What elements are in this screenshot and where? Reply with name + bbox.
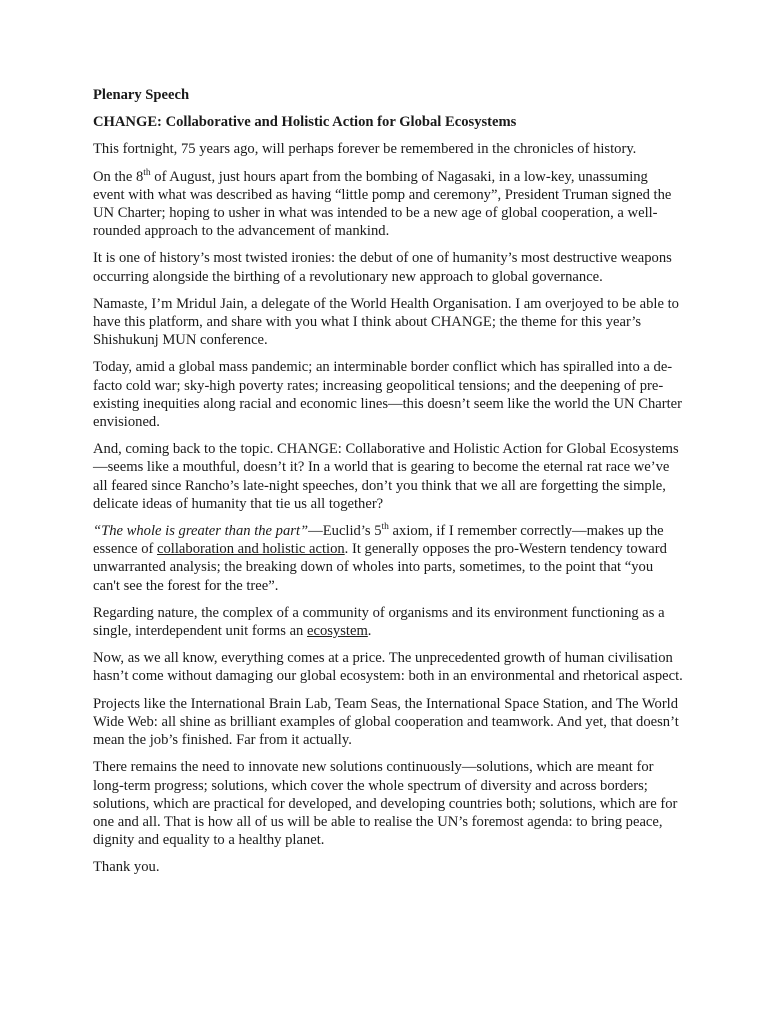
paragraph-8 (93, 604, 683, 640)
paragraph-9: Now, as we all know, everything comes at a price. The unprecedented growth of human civilisation hasn’t come without damaging our global ecosystem: both in an environmental and rhetorical aspect. (93, 650, 683, 685)
paragraph-7-after-quote: —Euclid’s 5 (308, 523, 382, 540)
ordinal-suffix: th (381, 522, 389, 533)
paragraph-2-start: On the 8 (93, 168, 144, 185)
paragraph-10: Projects like the International Brain Lab, Team Seas, the International Space Station, and The World Wide Web: all shine as brilliant examples of global cooperation and teamwork. And yet, that doesn’t mean the job’s finished. Far from it actually. (93, 695, 679, 749)
document-heading: Plenary Speech (93, 87, 190, 103)
paragraph-2-rest: of August, just hours apart from the bombing of Nagasaki, in a low-key, unassuming event with what was described as having “little pomp and ceremony”, President Truman signed the UN Charter; hoping to usher in what was intended to be a new age of global cooperation, a well-rounded approach to the advancement of mankind. (93, 168, 672, 240)
euclid-quote: “The whole is greater than the part” (93, 523, 309, 540)
paragraph-2 (93, 168, 683, 241)
paragraph-6: And, coming back to the topic. CHANGE: Collaborative and Holistic Action for Global Ecosystems—seems like a mouthful, doesn’t it? In a world that is gearing to become the eternal rat race we’ve all feared since Rancho’s late-night speeches, don’t you think that we all are forgetting the simple, delicate ideas of humanity that tie us all together? (93, 441, 679, 512)
underlined-phrase: collaboration and holistic action (157, 541, 345, 558)
paragraph-8-end: . (367, 623, 372, 640)
paragraph-7-mid: axiom, if I remember correctly—makes up the essence of (93, 523, 664, 558)
paragraph-1: This fortnight, 75 years ago, will perhaps forever be remembered in the chronicles of history. (93, 141, 637, 158)
paragraph-5: Today, amid a global mass pandemic; an interminable border conflict which has spiralled into a de-facto cold war; sky-high poverty rates; increasing geopolitical tensions; and the deepening of pre-existing inequities along racial and economic lines—this doesn’t seem like the world the UN Charter envisioned. (93, 359, 683, 431)
closing-line: Thank you. (93, 859, 160, 876)
paragraph-3: It is one of history’s most twisted ironies: the debut of one of humanity’s most destructive weapons occurring alongside the birthing of a revolutionary new approach to global governance. (93, 250, 672, 285)
paragraph-7-rest: . It generally opposes the pro-Western tendency toward unwarranted analysis; the breaking down of wholes into parts, sometimes, to the point that “you can't see the forest for the tree”. (93, 541, 667, 594)
underlined-term: ecosystem (307, 623, 368, 640)
paragraph-8-start: Regarding nature, the complex of a community of organisms and its environment functioning as a single, interdependent unit forms an (93, 604, 665, 640)
ordinal-suffix: th (143, 167, 151, 178)
document-title: CHANGE: Collaborative and Holistic Action for Global Ecosystems (93, 114, 517, 131)
paragraph-4: Namaste, I’m Mridul Jain, a delegate of the World Health Organisation. I am overjoyed to be able to have this platform, and share with you what I think about CHANGE; the theme for this year’s Shishukunj MUN conference. (93, 295, 679, 349)
document-page (93, 86, 683, 886)
paragraph-7 (93, 522, 683, 595)
paragraph-11: There remains the need to innovate new solutions continuously—solutions, which are meant for long-term progress; solutions, which cover the whole spectrum of diversity and across borders; solutions, which are practical for developed, and developing countries both; solutions, which are for one and all. That is how all of us will be able to realise the UN’s foremost agenda: to bring peace, dignity and equality to a healthy planet. (93, 759, 678, 849)
